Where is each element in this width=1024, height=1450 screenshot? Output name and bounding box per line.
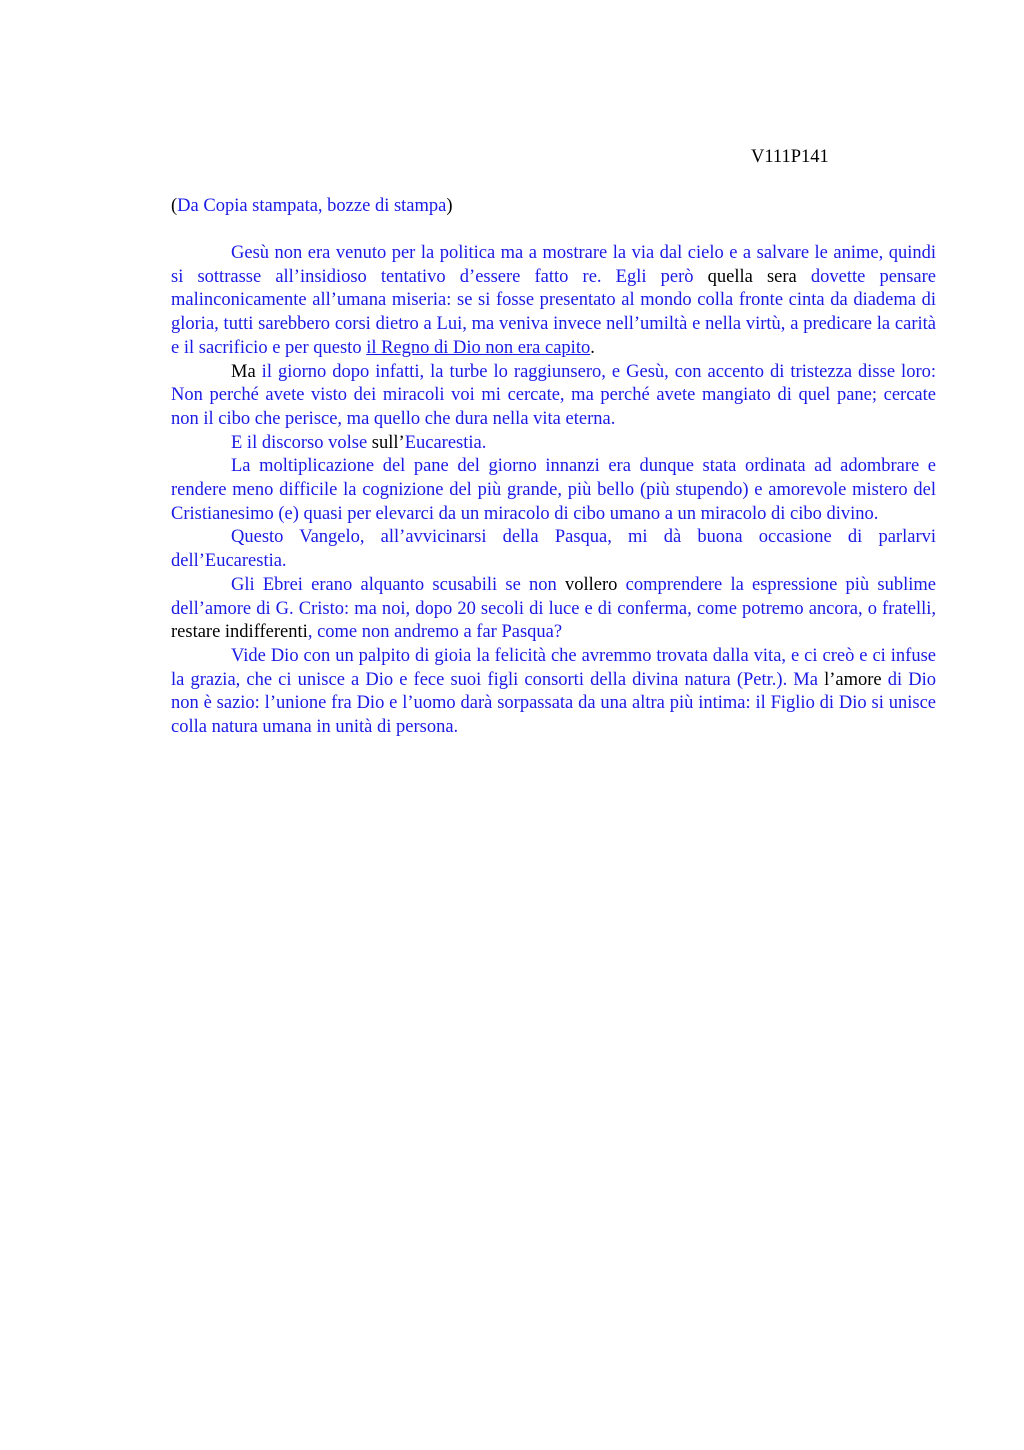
source-text: Da Copia stampata, bozze di stampa	[177, 196, 447, 216]
text-segment: il giorno dopo infatti, la turbe lo raggiunsero, e Gesù, con accento di tristezza disse loro: Non perché avete visto dei miracoli voi mi cercate, ma perché avete mangiato di quel pane; cercate non il cibo che perisce, ma quello che dura nella vita eterna.	[171, 361, 936, 429]
text-segment: il Regno di Dio non era capito	[366, 337, 591, 358]
text-segment: vollero	[565, 574, 618, 595]
text-segment: E il discorso volse	[231, 432, 372, 453]
paragraph	[171, 361, 936, 432]
text-segment: Gesù non era venuto per la politica ma a mostrare la via dal cielo e a salvare le anime, quindi si sottrasse all’insidioso tentativo d’essere fatto re. Egli però	[171, 243, 936, 287]
source-close-paren: )	[446, 196, 453, 216]
source-open-paren: (	[171, 196, 178, 216]
text-segment: Ma	[231, 361, 256, 382]
paragraph	[171, 526, 936, 573]
text-segment: l’amore	[824, 669, 882, 690]
text-segment: quella sera	[707, 266, 797, 287]
text-segment: sull’	[371, 432, 405, 453]
source-note	[171, 195, 941, 219]
paragraph	[171, 645, 936, 740]
text-segment: comprendere la espressione più sublime dell’amore di G. Cristo: ma noi, dopo 20 secoli di luce e di conferma, come potremo ancora, o fratelli,	[171, 574, 936, 619]
text-segment: .	[590, 337, 595, 358]
text-segment: dovette pensare malinconicamente all’umana miseria: se si fosse presentato al mondo colla fronte cinta da diadema di gloria, tutti sarebbero corsi dietro a Lui, ma veniva invece nell’umiltà e nella virtù, a predicare la carità e il sacrificio e per questo	[171, 266, 936, 358]
paragraph	[171, 455, 936, 526]
text-segment: restare indifferenti	[171, 622, 308, 643]
paragraph	[171, 242, 936, 361]
paragraph	[171, 574, 936, 645]
text-segment: Eucarestia.	[404, 432, 487, 453]
paragraph	[171, 432, 936, 456]
text-segment: La moltiplicazione del pane del giorno innanzi era dunque stata ordinata ad adombrare e rendere meno difficile la cognizione del più grande, più bello (più stupendo) e amorevole mistero del Cristianesimo (e) quasi per elevarci da un miracolo di cibo umano a un miracolo di cibo divino.	[171, 456, 936, 524]
document-body	[171, 242, 936, 740]
page-id: V111P141	[751, 147, 829, 167]
text-segment: di Dio non è sazio: l’unione fra Dio e l’uomo darà sorpassata da una altra più intima: il Figlio di Dio si unisce colla natura umana in unità di persona.	[171, 669, 936, 738]
text-segment: , come non andremo a far Pasqua?	[307, 622, 563, 643]
text-segment: Gli Ebrei erano alquanto scusabili se non	[231, 574, 566, 595]
text-segment: Vide Dio con un palpito di gioia la felicità che avremmo trovata dalla vita, e ci creò e ci infuse la grazia, che ci unisce a Dio e fece suoi figli consorti della divina natura (Petr.). Ma	[171, 645, 936, 690]
text-segment: Questo Vangelo, all’avvicinarsi della Pasqua, mi dà buona occasione di parlarvi dell’Eucarestia.	[171, 527, 936, 572]
